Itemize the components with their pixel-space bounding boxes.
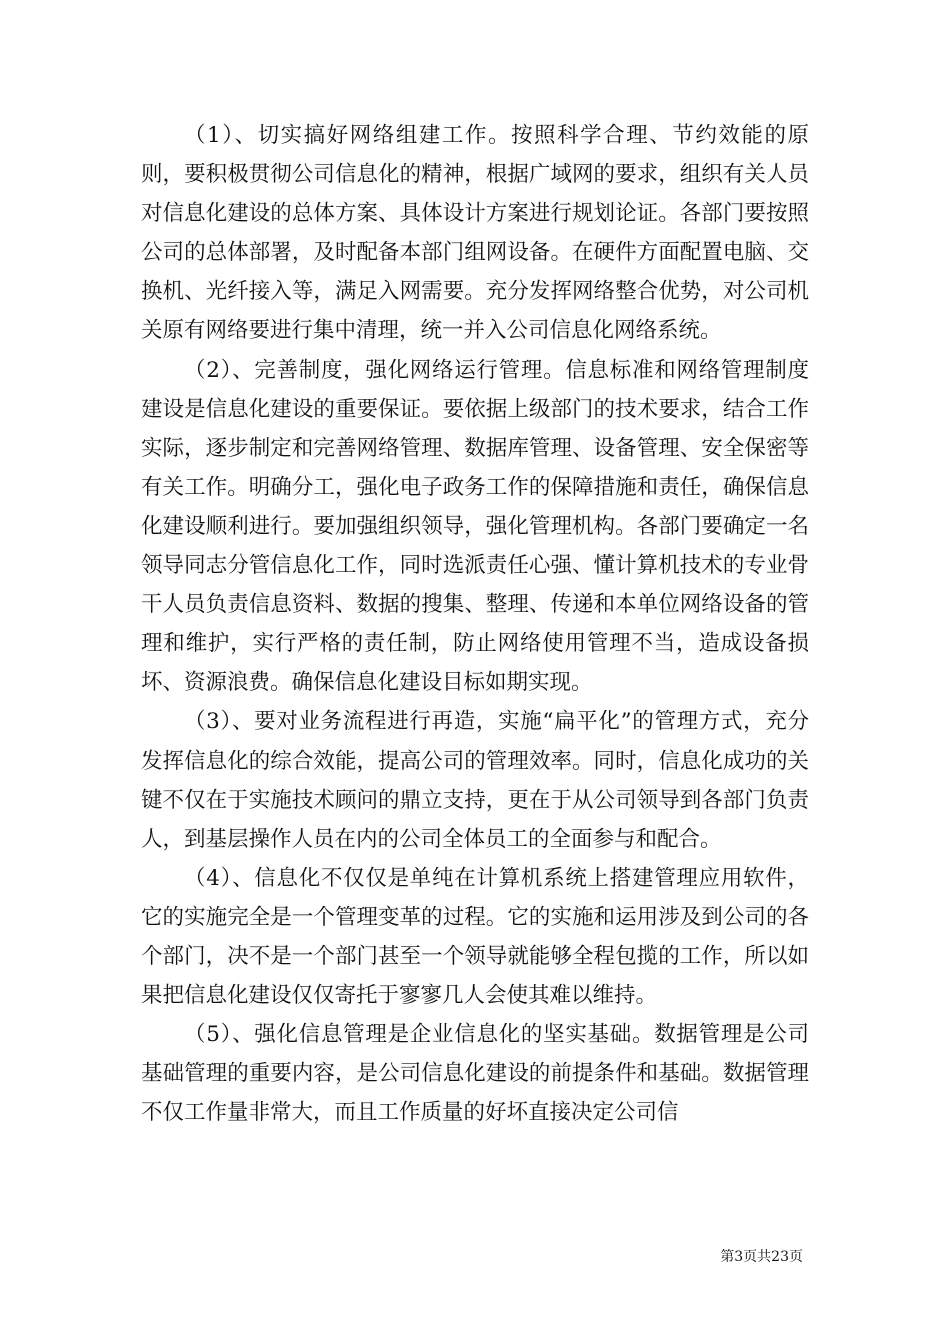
paragraph-4: （4）、信息化不仅仅是单纯在计算机系统上搭建管理应用软件，它的实施完全是一个管理变革的过程。它的实施和运用涉及到公司的各个部门，决不是一个部门甚至一个领导就能够全程包揽的工作，所以如果把信息化建设仅仅寄托于寥寥几人会使其难以维持。 [141,865,809,1009]
document-body [141,116,809,1132]
paragraph-3: （3）、要对业务流程进行再造，实施“扁平化”的管理方式，充分发挥信息化的综合效能，提高公司的管理效率。同时，信息化成功的关键不仅在于实施技术顾问的鼎立支持，更在于从公司领导到各部门负责人，到基层操作人员在内的公司全体员工的全面参与和配合。 [141,709,809,852]
paragraph-2: （2）、完善制度，强化网络运行管理。信息标准和网络管理制度建设是信息化建设的重要保证。要依据上级部门的技术要求，结合工作实际，逐步制定和完善网络管理、数据库管理、设备管理、安全保密等有关工作。明确分工，强化电子政务工作的保障措施和责任，确保信息化建设顺利进行。要加强组织领导，强化管理机构。各部门要确定一名领导同志分管信息化工作，同时选派责任心强、懂计算机技术的专业骨干人员负责信息资料、数据的搜集、整理、传递和本单位网络设备的管理和维护，实行严格的责任制，防止网络使用管理不当，造成设备损坏、资源浪费。确保信息化建设目标如期实现。 [141,357,809,696]
paragraph-5: （5）、强化信息管理是企业信息化的坚实基础。数据管理是公司基础管理的重要内容，是公司信息化建设的前提条件和基础。数据管理不仅工作量非常大，而且工作质量的好坏直接决定公司信 [141,1022,809,1126]
page-number: 第3页共23页 [720,1249,803,1265]
paragraph-1: （1）、切实搞好网络组建工作。按照科学合理、节约效能的原则，要积极贯彻公司信息化的精神，根据广域网的要求，组织有关人员对信息化建设的总体方案、具体设计方案进行规划论证。各部门要按照公司的总体部署，及时配备本部门组网设备。在硬件方面配置电脑、交换机、光纤接入等，满足入网需要。充分发挥网络整合优势，对公司机关原有网络要进行集中清理，统一并入公司信息化网络系统。 [141,123,809,344]
